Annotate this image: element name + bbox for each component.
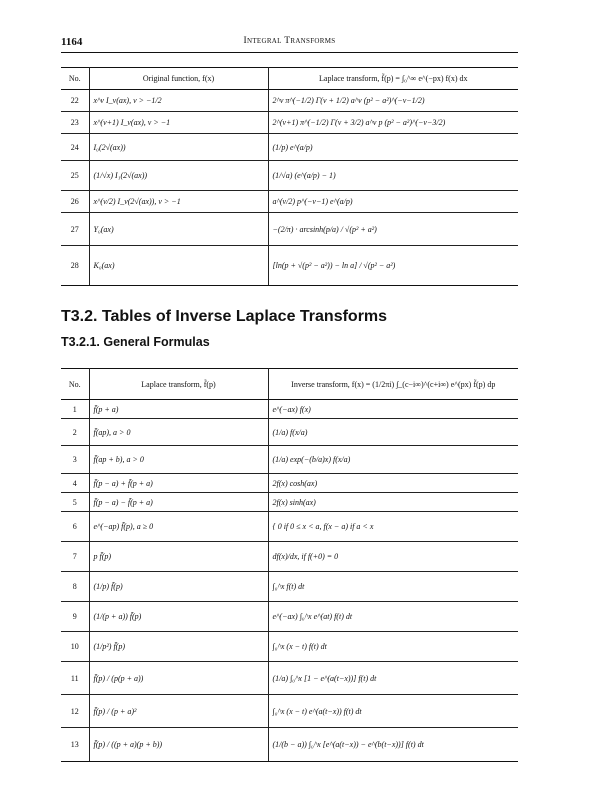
laplace-transform-cell: 2^(ν+1) π^(−1/2) Γ(ν + 3/2) a^ν p (p² − a²)^(−ν−3/2)	[268, 112, 518, 134]
table-row	[61, 728, 518, 762]
row-number: 12	[61, 695, 89, 728]
row-number: 1	[61, 400, 89, 419]
original-function-cell: x^(ν+1) I_ν(ax), ν > −1	[89, 112, 268, 134]
laplace-transform-cell: e^(−ap) f̃(p), a ≥ 0	[89, 512, 268, 542]
laplace-transform-cell: (1/√a) (e^(a/p) − 1)	[268, 161, 518, 191]
laplace-transform-cell: f̃(p) / (p + a)²	[89, 695, 268, 728]
laplace-transform-cell: f̃(ap), a > 0	[89, 419, 268, 446]
laplace-transform-cell: [ln(p + √(p² − a²)) − ln a] / √(p² − a²)	[268, 246, 518, 286]
table-row	[61, 632, 518, 662]
table-row	[61, 400, 518, 419]
column-header-laplace-transform: Laplace transform, f̃(p) = ∫₀^∞ e^(−px) f(x) dx	[268, 68, 518, 90]
table-row	[61, 90, 518, 112]
laplace-transform-cell: (1/(p + a)) f̃(p)	[89, 602, 268, 632]
row-number: 27	[61, 213, 89, 246]
inverse-transform-cell: df(x)/dx, if f(+0) = 0	[268, 542, 518, 572]
row-number: 10	[61, 632, 89, 662]
laplace-transform-cell: f̃(p − a) + f̃(p + a)	[89, 474, 268, 493]
row-number: 22	[61, 90, 89, 112]
table-row	[61, 419, 518, 446]
running-head	[61, 36, 518, 50]
column-header-no: No.	[61, 369, 89, 400]
inverse-transform-cell: (1/a) f(x/a)	[268, 419, 518, 446]
original-function-cell: K₀(ax)	[89, 246, 268, 286]
inverse-transform-cell: e^(−ax) ∫₀^x e^(at) f(t) dt	[268, 602, 518, 632]
table-row	[61, 161, 518, 191]
original-function-cell: x^ν I_ν(ax), ν > −1/2	[89, 90, 268, 112]
inverse-transform-cell: ∫₀^x (x − t) f(t) dt	[268, 632, 518, 662]
table-row	[61, 572, 518, 602]
table-row	[61, 695, 518, 728]
column-header-inverse-transform: Inverse transform, f(x) = (1/2πi) ∫_(c−i∞)^(c+i∞) e^(px) f̃(p) dp	[268, 369, 518, 400]
table-row	[61, 246, 518, 286]
inverse-transform-cell: 2f(x) cosh(ax)	[268, 474, 518, 493]
table-row	[61, 191, 518, 213]
row-number: 8	[61, 572, 89, 602]
inverse-transform-cell: (1/a) ∫₀^x [1 − e^(a(t−x))] f(t) dt	[268, 662, 518, 695]
row-number: 9	[61, 602, 89, 632]
row-number: 28	[61, 246, 89, 286]
header-rule	[61, 52, 518, 53]
laplace-transform-cell: p f̃(p)	[89, 542, 268, 572]
laplace-transform-cell: −(2/π) · arcsinh(p/a) / √(p² + a²)	[268, 213, 518, 246]
original-function-cell: I₀(2√(ax))	[89, 134, 268, 161]
original-function-cell: (1/√x) I₁(2√(ax))	[89, 161, 268, 191]
column-header-no: No.	[61, 68, 89, 90]
page-number: 1164	[61, 36, 83, 48]
inverse-transform-cell: e^(−ax) f(x)	[268, 400, 518, 419]
laplace-transform-cell: (1/p) f̃(p)	[89, 572, 268, 602]
inverse-laplace-table	[61, 368, 518, 762]
row-number: 3	[61, 446, 89, 474]
column-header-original-function: Original function, f(x)	[89, 68, 268, 90]
inverse-transform-cell: (1/(b − a)) ∫₀^x [e^(a(t−x)) − e^(b(t−x))] f(t) dt	[268, 728, 518, 762]
row-number: 26	[61, 191, 89, 213]
table-row	[61, 512, 518, 542]
section-title: T3.2. Tables of Inverse Laplace Transforms	[61, 308, 388, 325]
running-title: Integral Transforms	[243, 36, 336, 46]
row-number: 6	[61, 512, 89, 542]
laplace-transform-cell: a^(ν/2) p^(−ν−1) e^(a/p)	[268, 191, 518, 213]
table-row	[61, 474, 518, 493]
inverse-transform-cell: 2f(x) sinh(ax)	[268, 493, 518, 512]
laplace-transform-cell: (1/p²) f̃(p)	[89, 632, 268, 662]
table-row	[61, 542, 518, 572]
inverse-transform-cell: ∫₀^x (x − t) e^(a(t−x)) f(t) dt	[268, 695, 518, 728]
row-number: 7	[61, 542, 89, 572]
laplace-transform-cell: f̃(p) / (p(p + a))	[89, 662, 268, 695]
laplace-transform-cell: f̃(p − a) − f̃(p + a)	[89, 493, 268, 512]
laplace-transform-cell: (1/p) e^(a/p)	[268, 134, 518, 161]
book-page	[61, 0, 518, 800]
row-number: 23	[61, 112, 89, 134]
table-row	[61, 662, 518, 695]
table-row	[61, 446, 518, 474]
laplace-transform-cell: 2^ν π^(−1/2) Γ(ν + 1/2) a^ν (p² − a²)^(−ν−1/2)	[268, 90, 518, 112]
laplace-transform-cell: f̃(p) / ((p + a)(p + b))	[89, 728, 268, 762]
row-number: 25	[61, 161, 89, 191]
inverse-transform-cell: { 0 if 0 ≤ x < a, f(x − a) if a < x	[268, 512, 518, 542]
row-number: 5	[61, 493, 89, 512]
laplace-transform-table	[61, 67, 518, 286]
table-row	[61, 213, 518, 246]
table-row	[61, 493, 518, 512]
laplace-transform-cell: f̃(p + a)	[89, 400, 268, 419]
column-header-laplace-transform: Laplace transform, f̃(p)	[89, 369, 268, 400]
original-function-cell: x^(ν/2) I_ν(2√(ax)), ν > −1	[89, 191, 268, 213]
row-number: 24	[61, 134, 89, 161]
original-function-cell: Y₀(ax)	[89, 213, 268, 246]
inverse-transform-cell: (1/a) exp(−(b/a)x) f(x/a)	[268, 446, 518, 474]
table-row	[61, 602, 518, 632]
row-number: 13	[61, 728, 89, 762]
subsection-title: T3.2.1. General Formulas	[61, 335, 210, 349]
row-number: 2	[61, 419, 89, 446]
row-number: 11	[61, 662, 89, 695]
table-row	[61, 112, 518, 134]
table-row	[61, 134, 518, 161]
row-number: 4	[61, 474, 89, 493]
inverse-transform-cell: ∫₀^x f(t) dt	[268, 572, 518, 602]
laplace-transform-cell: f̃(ap + b), a > 0	[89, 446, 268, 474]
